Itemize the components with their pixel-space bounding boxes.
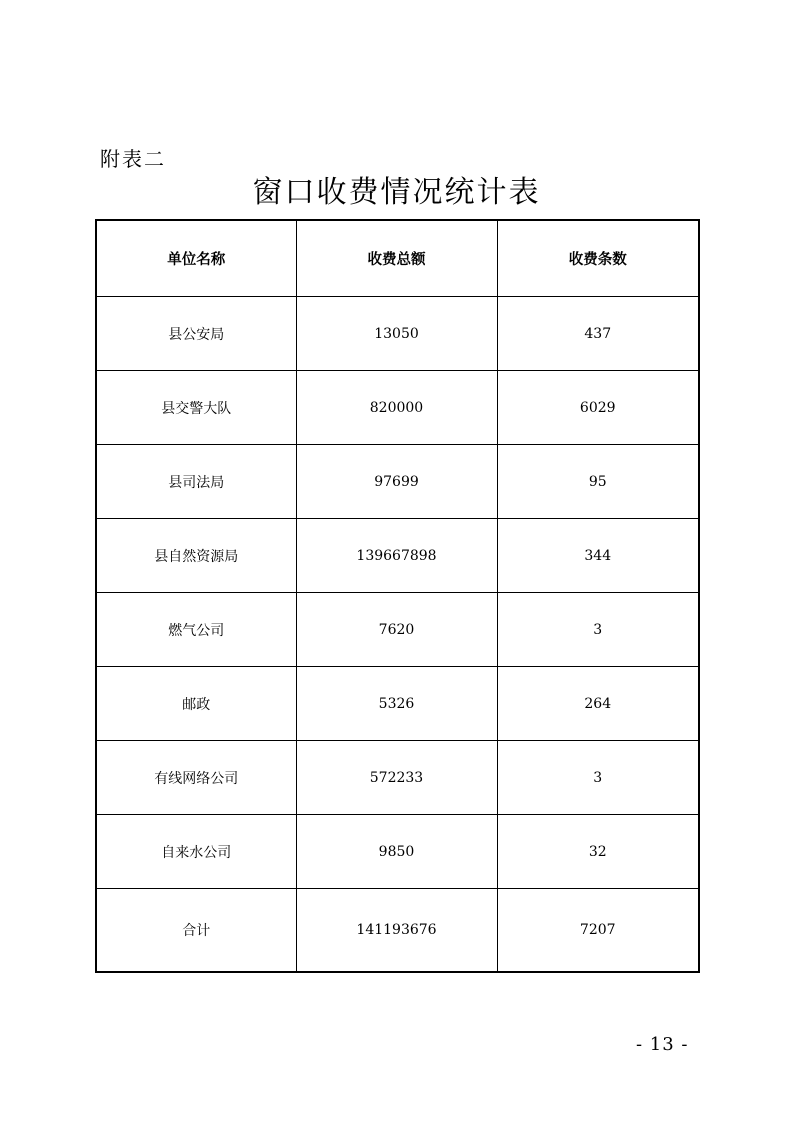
appendix-label: 附表二 xyxy=(100,147,166,171)
cell-fee-count: 437 xyxy=(497,297,699,371)
table-row xyxy=(96,371,699,445)
cell-unit-name: 燃气公司 xyxy=(96,593,296,667)
table-row xyxy=(96,667,699,741)
table-row xyxy=(96,815,699,889)
cell-fee-total: 139667898 xyxy=(296,519,497,593)
cell-unit-name: 县司法局 xyxy=(96,445,296,519)
cell-unit-name: 县公安局 xyxy=(96,297,296,371)
total-fee-amount: 141193676 xyxy=(296,889,497,973)
table-row xyxy=(96,741,699,815)
cell-fee-total: 97699 xyxy=(296,445,497,519)
cell-unit-name: 县交警大队 xyxy=(96,371,296,445)
fee-statistics-table xyxy=(95,219,700,973)
page-number: - 13 - xyxy=(636,1034,689,1055)
cell-fee-count: 3 xyxy=(497,593,699,667)
table-row xyxy=(96,297,699,371)
header-fee-total: 收费总额 xyxy=(296,220,497,297)
cell-fee-total: 13050 xyxy=(296,297,497,371)
cell-unit-name: 有线网络公司 xyxy=(96,741,296,815)
table-total-row xyxy=(96,889,699,973)
cell-fee-total: 820000 xyxy=(296,371,497,445)
document-title: 窗口收费情况统计表 xyxy=(252,175,541,210)
cell-fee-count: 6029 xyxy=(497,371,699,445)
cell-fee-count: 264 xyxy=(497,667,699,741)
total-fee-count: 7207 xyxy=(497,889,699,973)
table-row xyxy=(96,519,699,593)
cell-unit-name: 自来水公司 xyxy=(96,815,296,889)
cell-fee-count: 95 xyxy=(497,445,699,519)
cell-fee-count: 344 xyxy=(497,519,699,593)
table-row xyxy=(96,593,699,667)
cell-fee-count: 3 xyxy=(497,741,699,815)
cell-fee-count: 32 xyxy=(497,815,699,889)
cell-unit-name: 邮政 xyxy=(96,667,296,741)
cell-unit-name: 县自然资源局 xyxy=(96,519,296,593)
cell-fee-total: 7620 xyxy=(296,593,497,667)
total-label: 合计 xyxy=(96,889,296,973)
header-unit-name: 单位名称 xyxy=(96,220,296,297)
header-fee-count: 收费条数 xyxy=(497,220,699,297)
table-row xyxy=(96,445,699,519)
table-header-row xyxy=(96,220,699,297)
cell-fee-total: 572233 xyxy=(296,741,497,815)
cell-fee-total: 9850 xyxy=(296,815,497,889)
cell-fee-total: 5326 xyxy=(296,667,497,741)
